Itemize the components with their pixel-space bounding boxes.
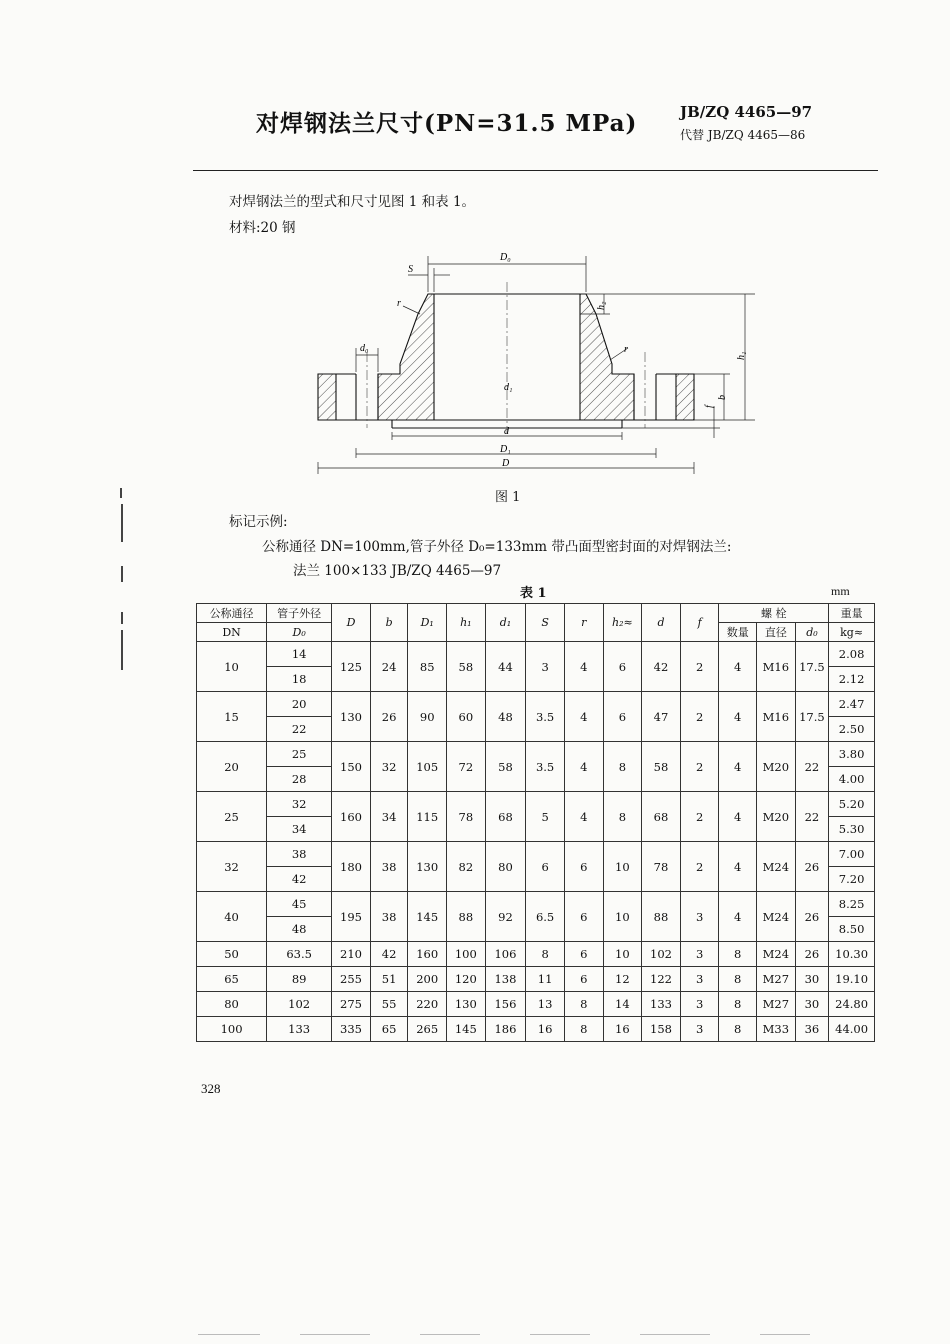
cell-qty: 4 (719, 642, 757, 692)
cell-h1: 72 (447, 742, 486, 792)
cell-dn: 80 (197, 992, 267, 1017)
cell-d: 158 (642, 1017, 681, 1042)
cell-f: 3 (680, 942, 719, 967)
cell-qty: 4 (719, 842, 757, 892)
cell-h2: 10 (603, 942, 642, 967)
cell-D1: 160 (408, 942, 447, 967)
header-bolt-qty: 数量 (719, 623, 757, 642)
cell-weight: 7.20 (829, 867, 875, 892)
material-text: 材料:20 钢 (229, 220, 296, 236)
cell-weight: 7.00 (829, 842, 875, 867)
dimension-table (196, 603, 875, 1042)
cell-b: 34 (370, 792, 408, 842)
cell-pipe-od: 63.5 (267, 942, 332, 967)
cell-S: 3.5 (526, 692, 565, 742)
cell-S: 11 (526, 967, 565, 992)
table-row (197, 892, 875, 917)
header-S: S (526, 604, 565, 642)
figure-caption: 图 1 (495, 490, 521, 505)
cell-dia: M16 (757, 692, 796, 742)
cell-weight: 19.10 (829, 967, 875, 992)
cell-pipe-od: 42 (267, 867, 332, 892)
page-number: 328 (201, 1081, 221, 1096)
cell-h2: 8 (603, 792, 642, 842)
cell-weight: 2.12 (829, 667, 875, 692)
cell-d0: 30 (795, 992, 829, 1017)
header-h1: h₁ (447, 604, 486, 642)
margin-mark (120, 488, 122, 498)
cell-r: 4 (564, 742, 603, 792)
cell-d: 58 (642, 742, 681, 792)
cell-r: 6 (564, 942, 603, 967)
table-row (197, 742, 875, 767)
cell-f: 3 (680, 967, 719, 992)
cell-d1: 44 (485, 642, 526, 692)
cell-d: 68 (642, 792, 681, 842)
cell-r: 4 (564, 792, 603, 842)
label-D1: D₁ (500, 444, 511, 455)
cell-qty: 8 (719, 1017, 757, 1042)
footer-line (198, 1334, 260, 1335)
cell-r: 8 (564, 992, 603, 1017)
margin-mark (121, 566, 123, 582)
table-caption: 表 1 (520, 586, 547, 601)
cell-b: 24 (370, 642, 408, 692)
cell-b: 32 (370, 742, 408, 792)
cell-dia: M20 (757, 792, 796, 842)
cell-pipe-od: 89 (267, 967, 332, 992)
header-weight-top: 重量 (829, 604, 875, 623)
cell-weight: 8.25 (829, 892, 875, 917)
cell-pipe-od: 14 (267, 642, 332, 667)
cell-D1: 200 (408, 967, 447, 992)
header-b: b (370, 604, 408, 642)
cell-dia: M24 (757, 892, 796, 942)
mark-example-code: 法兰 100×133 JB/ZQ 4465—97 (293, 563, 502, 579)
cell-f: 2 (680, 642, 719, 692)
label-D: D (502, 458, 510, 469)
cell-dia: M27 (757, 992, 796, 1017)
cell-qty: 8 (719, 967, 757, 992)
header-dn-bottom: DN (197, 623, 267, 642)
cell-b: 42 (370, 942, 408, 967)
cell-r: 4 (564, 642, 603, 692)
cell-dia: M33 (757, 1017, 796, 1042)
cell-qty: 4 (719, 892, 757, 942)
cell-r: 8 (564, 1017, 603, 1042)
header-rule (193, 170, 878, 171)
table-row (197, 967, 875, 992)
cell-h1: 120 (447, 967, 486, 992)
header-d: d (642, 604, 681, 642)
header-pipe-bottom: D₀ (267, 623, 332, 642)
cell-d: 42 (642, 642, 681, 692)
cell-S: 8 (526, 942, 565, 967)
cell-h1: 130 (447, 992, 486, 1017)
unit-label: mm (831, 584, 850, 598)
footer-line (420, 1334, 480, 1335)
cell-S: 3.5 (526, 742, 565, 792)
cell-h2: 6 (603, 642, 642, 692)
cell-b: 65 (370, 1017, 408, 1042)
cell-D: 125 (332, 642, 371, 692)
table-row (197, 792, 875, 817)
standard-code: JB/ZQ 4465—97 (680, 103, 813, 121)
cell-d1: 138 (485, 967, 526, 992)
header-bolt-d0: d₀ (795, 623, 829, 642)
cell-D1: 85 (408, 642, 447, 692)
cell-f: 2 (680, 692, 719, 742)
margin-mark (121, 630, 123, 670)
cell-d0: 26 (795, 942, 829, 967)
cell-dia: M16 (757, 642, 796, 692)
cell-d: 122 (642, 967, 681, 992)
label-D0: D₀ (500, 252, 511, 263)
footer-line (760, 1334, 810, 1335)
cell-h2: 16 (603, 1017, 642, 1042)
cell-pipe-od: 25 (267, 742, 332, 767)
header-bolt: 螺 栓 (719, 604, 829, 623)
table-row (197, 692, 875, 717)
cell-weight: 10.30 (829, 942, 875, 967)
cell-dn: 32 (197, 842, 267, 892)
table-body (197, 642, 875, 1042)
page-title: 对焊钢法兰尺寸(PN=31.5 MPa) (256, 110, 638, 137)
cell-h2: 10 (603, 842, 642, 892)
cell-b: 38 (370, 892, 408, 942)
cell-pipe-od: 38 (267, 842, 332, 867)
cell-pipe-od: 18 (267, 667, 332, 692)
cell-pipe-od: 34 (267, 817, 332, 842)
label-h1: h₁ (736, 351, 747, 360)
cell-h1: 60 (447, 692, 486, 742)
cell-f: 2 (680, 842, 719, 892)
label-d0: d₀ (360, 343, 369, 354)
label-r-top: r (397, 298, 401, 309)
cell-h1: 58 (447, 642, 486, 692)
cell-weight: 5.20 (829, 792, 875, 817)
cell-D1: 90 (408, 692, 447, 742)
cell-h2: 10 (603, 892, 642, 942)
cell-pipe-od: 45 (267, 892, 332, 917)
cell-f: 3 (680, 1017, 719, 1042)
cell-D: 255 (332, 967, 371, 992)
cell-qty: 4 (719, 742, 757, 792)
cell-pipe-od: 48 (267, 917, 332, 942)
cell-dn: 25 (197, 792, 267, 842)
cell-D: 210 (332, 942, 371, 967)
cell-D1: 145 (408, 892, 447, 942)
cell-dn: 20 (197, 742, 267, 792)
cell-qty: 8 (719, 992, 757, 1017)
cell-b: 26 (370, 692, 408, 742)
cell-h1: 145 (447, 1017, 486, 1042)
label-h2: h₂ (596, 301, 607, 310)
cell-D1: 265 (408, 1017, 447, 1042)
cell-d1: 48 (485, 692, 526, 742)
cell-dn: 50 (197, 942, 267, 967)
label-b: b (717, 395, 728, 400)
cell-b: 38 (370, 842, 408, 892)
cell-S: 5 (526, 792, 565, 842)
intro-text: 对焊钢法兰的型式和尺寸见图 1 和表 1。 (229, 194, 476, 210)
cell-dn: 65 (197, 967, 267, 992)
cell-dia: M24 (757, 842, 796, 892)
cell-d: 78 (642, 842, 681, 892)
cell-pipe-od: 20 (267, 692, 332, 717)
cell-S: 3 (526, 642, 565, 692)
cell-qty: 4 (719, 792, 757, 842)
cell-f: 3 (680, 892, 719, 942)
cell-D: 150 (332, 742, 371, 792)
table-row (197, 942, 875, 967)
cell-weight: 24.80 (829, 992, 875, 1017)
cell-S: 16 (526, 1017, 565, 1042)
cell-S: 13 (526, 992, 565, 1017)
cell-r: 4 (564, 692, 603, 742)
mark-example-label: 标记示例: (229, 514, 288, 530)
cell-D1: 220 (408, 992, 447, 1017)
cell-b: 51 (370, 967, 408, 992)
cell-r: 6 (564, 967, 603, 992)
cell-D: 195 (332, 892, 371, 942)
header-pipe-top: 管子外径 (267, 604, 332, 623)
cell-weight: 8.50 (829, 917, 875, 942)
cell-h1: 88 (447, 892, 486, 942)
cell-weight: 3.80 (829, 742, 875, 767)
cell-d0: 26 (795, 842, 829, 892)
cell-dia: M20 (757, 742, 796, 792)
replaces-note: 代替 JB/ZQ 4465—86 (680, 128, 806, 142)
cell-dn: 10 (197, 642, 267, 692)
cell-d: 47 (642, 692, 681, 742)
cell-weight: 4.00 (829, 767, 875, 792)
footer-line (640, 1334, 710, 1335)
cell-d0: 30 (795, 967, 829, 992)
header-D: D (332, 604, 371, 642)
label-d1: d₁ (504, 382, 513, 393)
cell-h2: 6 (603, 692, 642, 742)
margin-mark (121, 504, 123, 542)
cell-h2: 12 (603, 967, 642, 992)
cell-h2: 8 (603, 742, 642, 792)
mark-example-description: 公称通径 DN=100mm,管子外径 D₀=133mm 带凸面型密封面的对焊钢法兰: (262, 539, 732, 555)
cell-D: 335 (332, 1017, 371, 1042)
cell-dn: 15 (197, 692, 267, 742)
cell-weight: 2.50 (829, 717, 875, 742)
cell-weight: 2.47 (829, 692, 875, 717)
cell-d0: 36 (795, 1017, 829, 1042)
cell-d: 88 (642, 892, 681, 942)
table-row (197, 642, 875, 667)
label-d: d (504, 426, 509, 437)
header-bolt-dia: 直径 (757, 623, 796, 642)
cell-f: 2 (680, 742, 719, 792)
cell-d1: 186 (485, 1017, 526, 1042)
cell-f: 2 (680, 792, 719, 842)
cell-d1: 58 (485, 742, 526, 792)
cell-pipe-od: 22 (267, 717, 332, 742)
cell-D: 130 (332, 692, 371, 742)
cell-S: 6 (526, 842, 565, 892)
margin-mark (121, 612, 123, 624)
cell-d1: 106 (485, 942, 526, 967)
header-h2: h₂≈ (603, 604, 642, 642)
cell-pipe-od: 32 (267, 792, 332, 817)
cell-pipe-od: 133 (267, 1017, 332, 1042)
cell-qty: 4 (719, 692, 757, 742)
cell-d0: 26 (795, 892, 829, 942)
cell-f: 3 (680, 992, 719, 1017)
label-S: S (408, 264, 413, 275)
table-row (197, 842, 875, 867)
cell-d0: 17.5 (795, 692, 829, 742)
cell-d0: 17.5 (795, 642, 829, 692)
header-d1: d₁ (485, 604, 526, 642)
flange-left-section (318, 294, 434, 420)
cell-d1: 92 (485, 892, 526, 942)
cell-b: 55 (370, 992, 408, 1017)
cell-D1: 115 (408, 792, 447, 842)
cell-d1: 68 (485, 792, 526, 842)
cell-D1: 105 (408, 742, 447, 792)
cell-dn: 100 (197, 1017, 267, 1042)
cell-h1: 78 (447, 792, 486, 842)
cell-D: 160 (332, 792, 371, 842)
cell-weight: 2.08 (829, 642, 875, 667)
cell-dn: 40 (197, 892, 267, 942)
cell-D: 275 (332, 992, 371, 1017)
flange-right-section (580, 294, 694, 420)
cell-D1: 130 (408, 842, 447, 892)
footer-line (530, 1334, 590, 1335)
cell-S: 6.5 (526, 892, 565, 942)
cell-qty: 8 (719, 942, 757, 967)
cell-r: 6 (564, 892, 603, 942)
cell-dia: M27 (757, 967, 796, 992)
table-row (197, 992, 875, 1017)
cell-pipe-od: 28 (267, 767, 332, 792)
cell-weight: 44.00 (829, 1017, 875, 1042)
cell-d1: 80 (485, 842, 526, 892)
cell-h1: 100 (447, 942, 486, 967)
header-f: f (680, 604, 719, 642)
cell-h2: 14 (603, 992, 642, 1017)
label-f: f (704, 405, 715, 408)
cell-d: 102 (642, 942, 681, 967)
cell-r: 6 (564, 842, 603, 892)
header-r: r (564, 604, 603, 642)
cell-pipe-od: 102 (267, 992, 332, 1017)
cell-dia: M24 (757, 942, 796, 967)
cell-h1: 82 (447, 842, 486, 892)
cell-D: 180 (332, 842, 371, 892)
label-r-right: r (624, 344, 628, 355)
table-row (197, 1017, 875, 1042)
cell-d0: 22 (795, 792, 829, 842)
cell-d0: 22 (795, 742, 829, 792)
header-dn-top: 公称通径 (197, 604, 267, 623)
header-D1: D₁ (408, 604, 447, 642)
cell-d1: 156 (485, 992, 526, 1017)
cell-d: 133 (642, 992, 681, 1017)
header-weight-bottom: kg≈ (829, 623, 875, 642)
footer-line (300, 1334, 370, 1335)
flange-drawing (310, 248, 760, 484)
cell-weight: 5.30 (829, 817, 875, 842)
